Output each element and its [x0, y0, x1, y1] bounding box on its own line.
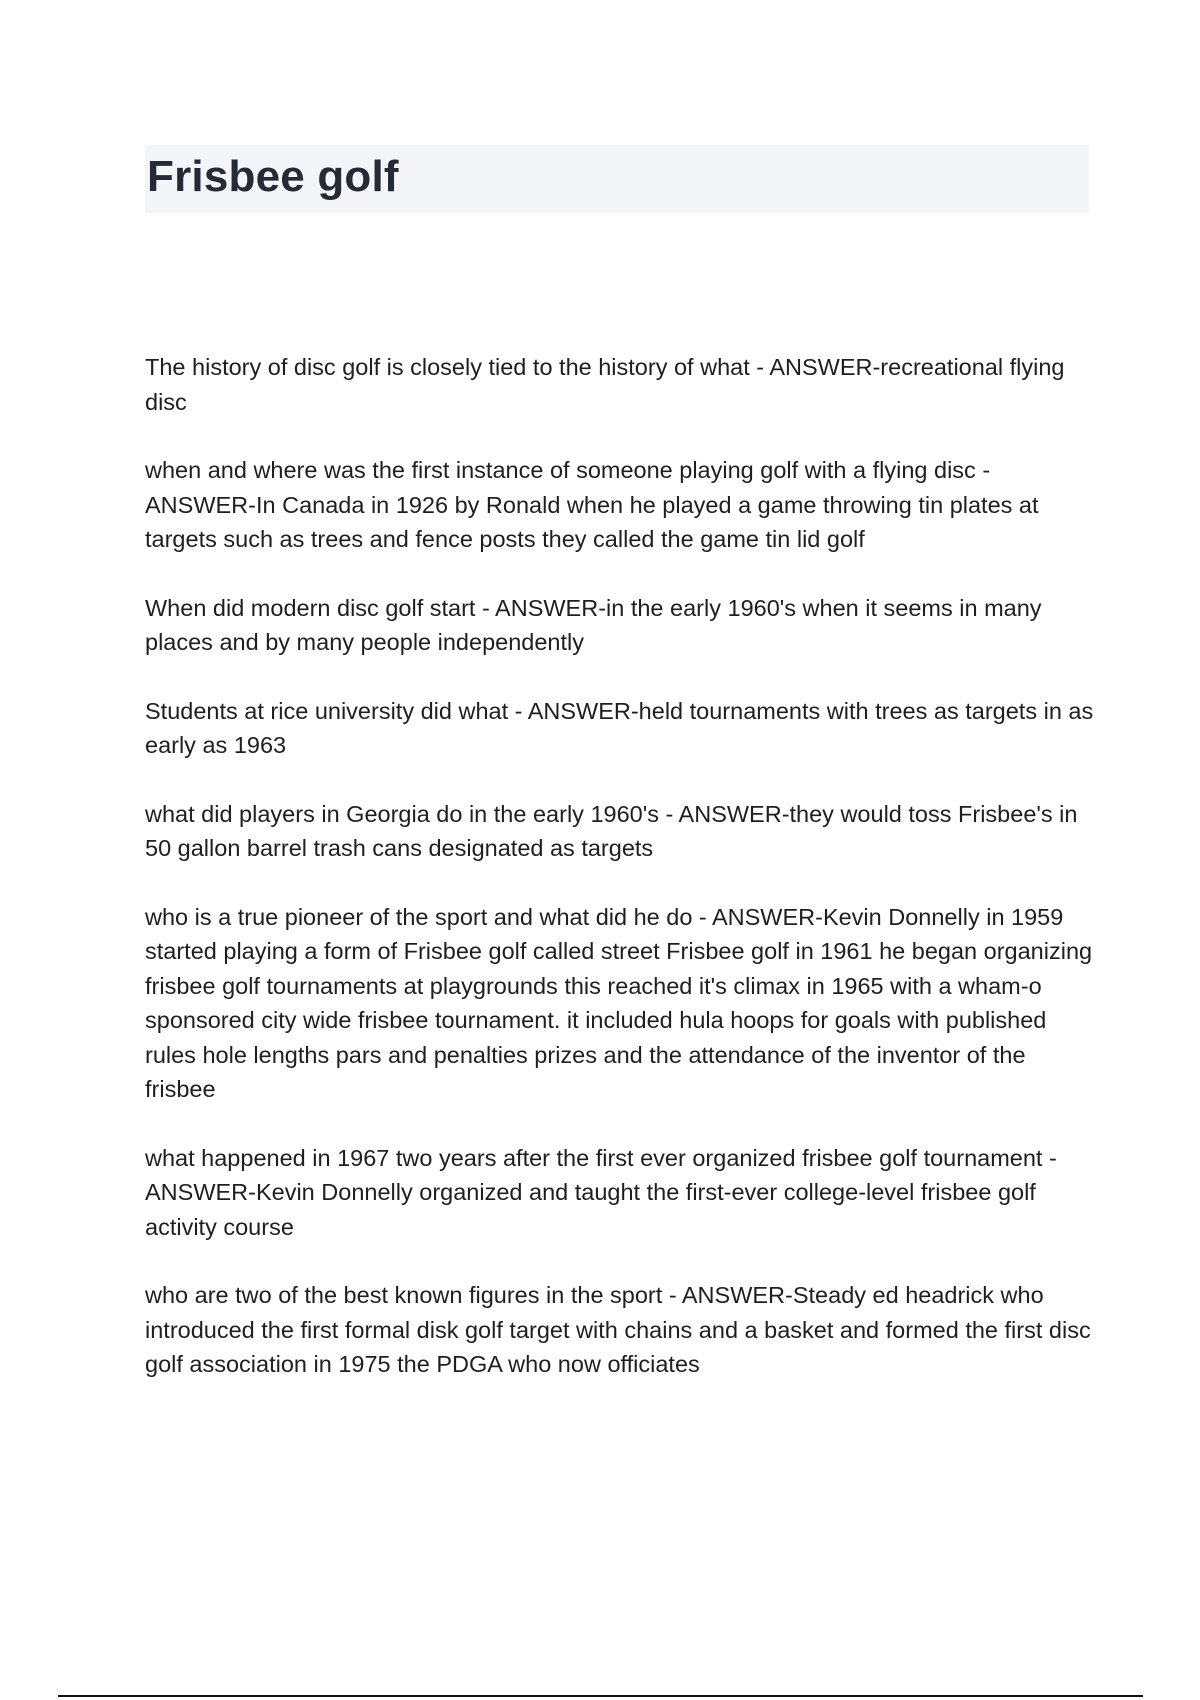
- qa-item: who is a true pioneer of the sport and what did he do - ANSWER-Kevin Donnelly in 1959 started playing a form of Frisbee golf called street Frisbee golf in 1961 he began organizing frisbee golf tournaments at playgrounds this reached it's climax in 1965 with a wham-o sponsored city wide frisbee tournament. it included hula hoops for goals with published rules hole lengths pars and penalties prizes and the attendance of the inventor of the frisbee: [145, 903, 1093, 1102]
- qa-item: when and where was the first instance of someone playing golf with a flying disc - ANSWER-In Canada in 1926 by Ronald when he played a game throwing tin plates at targets such as trees and fence posts they called the game tin lid golf: [145, 457, 1039, 552]
- qa-item: When did modern disc golf start - ANSWER-in the early 1960's when it seems in many places and by many people independently: [145, 594, 1042, 655]
- qa-item: Students at rice university did what - ANSWER-held tournaments with trees as targets in as early as 1963: [145, 697, 1094, 758]
- document-title: Frisbee golf: [147, 152, 399, 201]
- title-band: [145, 145, 1089, 213]
- qa-item: The history of disc golf is closely tied to the history of what - ANSWER-recreational flying disc: [145, 354, 1065, 415]
- qa-item: what did players in Georgia do in the early 1960's - ANSWER-they would toss Frisbee's in 50 gallon barrel trash cans designated as targets: [145, 800, 1078, 861]
- qa-list: [145, 350, 1095, 1416]
- qa-item: who are two of the best known figures in the sport - ANSWER-Steady ed headrick who introduced the first formal disk golf target with chains and a basket and formed the first disc golf association in 1975 the PDGA who now officiates: [145, 1282, 1091, 1377]
- qa-item: what happened in 1967 two years after the first ever organized frisbee golf tournament - ANSWER-Kevin Donnelly organized and taught the first-ever college-level frisbee golf activity course: [145, 1144, 1057, 1240]
- page-bottom-rule: [58, 1695, 1143, 1697]
